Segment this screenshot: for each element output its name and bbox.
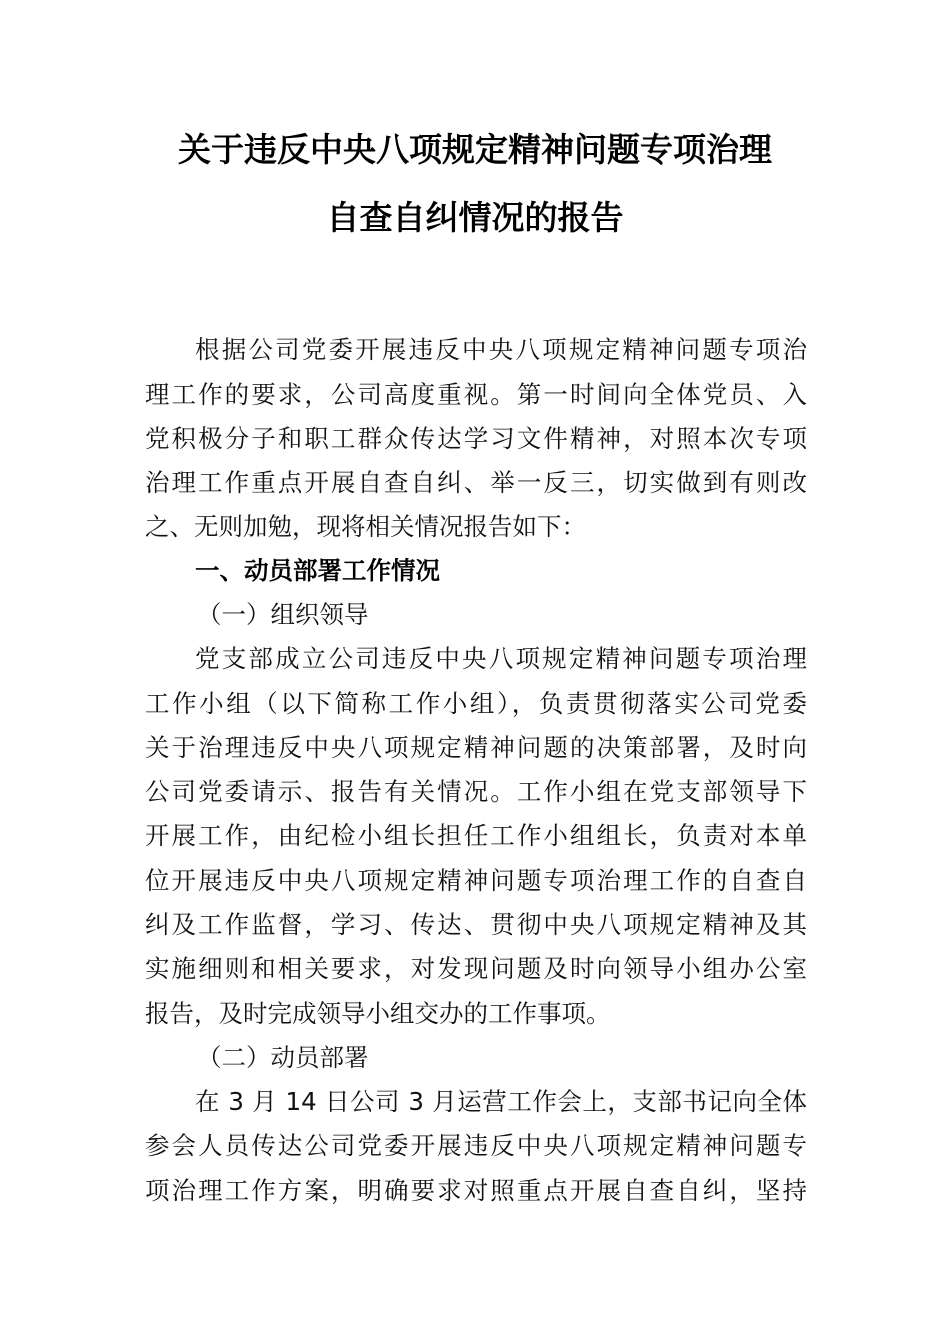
intro-line: 理工作的要求，公司高度重视。第一时间向全体党员、入 xyxy=(145,380,807,409)
document-title-line-2: 自查自纠情况的报告 xyxy=(326,198,624,237)
paragraph-line: 工作小组（以下简称工作小组），负责贯彻落实公司党委 xyxy=(145,689,807,718)
intro-line: 治理工作重点开展自查自纠、举一反三，切实做到有则改 xyxy=(145,468,807,497)
paragraph-line: 纠及工作监督，学习、传达、贯彻中央八项规定精神及其 xyxy=(145,910,807,939)
paragraph-line: 开展工作，由纪检小组长担任工作小组组长，负责对本单 xyxy=(145,821,807,850)
subsection-heading-1: （一）组织领导 xyxy=(197,600,369,629)
paragraph-line: 项治理工作方案，明确要求对照重点开展自查自纠，坚持 xyxy=(145,1176,807,1205)
intro-line: 之、无则加勉，现将相关情况报告如下： xyxy=(145,512,586,541)
document-title-line-1: 关于违反中央八项规定精神问题专项治理 xyxy=(178,130,772,169)
paragraph-line: 实施细则和相关要求，对发现问题及时向领导小组办公室 xyxy=(145,954,807,983)
paragraph-line: 报告，及时完成领导小组交办的工作事项。 xyxy=(145,999,611,1028)
paragraph-line: 位开展违反中央八项规定精神问题专项治理工作的自查自 xyxy=(145,866,807,895)
intro-line: 党积极分子和职工群众传达学习文件精神，对照本次专项 xyxy=(145,424,807,453)
paragraph-line: 关于治理违反中央八项规定精神问题的决策部署，及时向 xyxy=(145,733,807,762)
paragraph-line: 党支部成立公司违反中央八项规定精神问题专项治理 xyxy=(195,644,807,673)
subsection-heading-2: （二）动员部署 xyxy=(197,1043,369,1072)
paragraph-line: 在 3 月 14 日公司 3 月运营工作会上，支部书记向全体 xyxy=(195,1087,807,1116)
intro-line: 根据公司党委开展违反中央八项规定精神问题专项治 xyxy=(195,335,807,364)
paragraph-line: 公司党委请示、报告有关情况。工作小组在党支部领导下 xyxy=(145,777,807,806)
section-heading-1: 一、动员部署工作情况 xyxy=(195,556,440,585)
paragraph-line: 参会人员传达公司党委开展违反中央八项规定精神问题专 xyxy=(145,1131,807,1160)
